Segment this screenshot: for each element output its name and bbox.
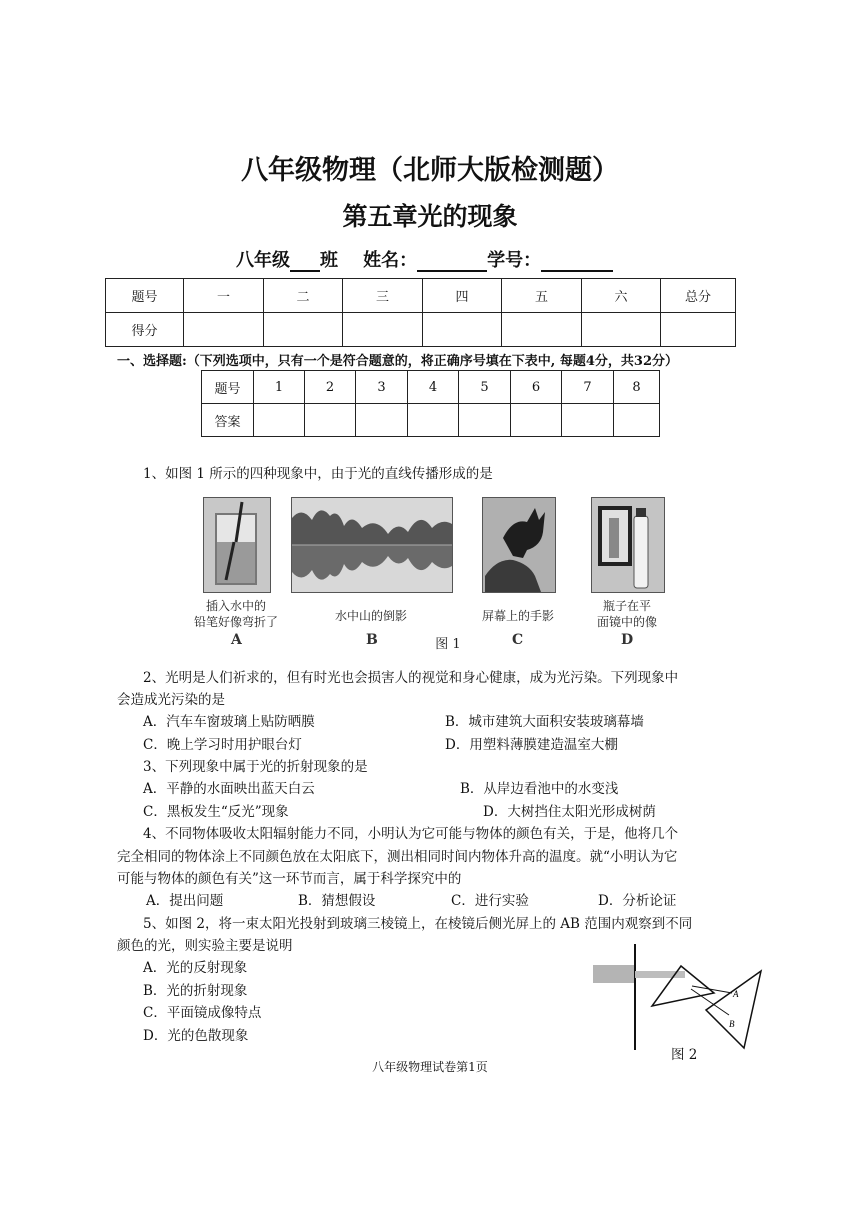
name-blank[interactable]	[417, 252, 487, 272]
answer-header-cell: 8	[614, 371, 660, 404]
light-screen	[706, 971, 761, 1048]
question-3-option-b[interactable]: B．从岸边看池中的水变浅	[460, 781, 619, 797]
figure-1a-caption-line1: 插入水中的	[205, 599, 266, 613]
question-2-option-d[interactable]: D．用塑料薄膜建造温室大棚	[445, 737, 618, 753]
score-header-cell: 三	[343, 279, 423, 313]
figure-1c-letter: C	[512, 632, 524, 648]
score-header-cell: 题号	[106, 279, 184, 313]
answer-cell[interactable]	[562, 404, 614, 437]
score-cell[interactable]	[423, 313, 502, 347]
figure-1d-caption-line2: 面镜中的像	[596, 615, 657, 629]
question-2-option-c[interactable]: C．晚上学习时用护眼台灯	[143, 737, 302, 753]
point-b-label: B	[729, 1019, 735, 1029]
exam-title: 八年级物理（北师大版检测题）	[241, 155, 619, 186]
score-header-cell: 一	[184, 279, 264, 313]
question-2-option-a[interactable]: A．汽车车窗玻璃上贴防晒膜	[143, 714, 315, 730]
question-5-line2: 颜色的光，则实验主要是说明	[117, 938, 293, 954]
light-source-block	[593, 965, 635, 983]
figure-1-label: 图 1	[435, 637, 461, 652]
score-cell[interactable]	[582, 313, 661, 347]
answer-header-cell: 1	[254, 371, 305, 404]
question-2-line1: 2、光明是人们祈求的，但有时光也会损害人的视觉和身心健康，成为光污染。下列现象中	[143, 670, 679, 686]
question-3-text: 3、下列现象中属于光的折射现象的是	[143, 759, 368, 775]
figure-1a-pencil-in-water-image	[203, 497, 271, 593]
question-4-option-b[interactable]: B．猜想假设	[298, 893, 376, 909]
question-1-text: 1、如图 1 所示的四种现象中，由于光的直线传播形成的是	[143, 466, 493, 482]
score-cell[interactable]	[661, 313, 736, 347]
chapter-title: 第五章光的现象	[342, 202, 518, 231]
figure-1d-letter: D	[621, 632, 634, 648]
score-header-cell: 六	[582, 279, 661, 313]
figure-2-label: 图 2	[671, 1047, 698, 1063]
answer-header-cell: 2	[305, 371, 356, 404]
question-2-line2: 会造成光污染的是	[117, 692, 225, 708]
answer-header-cell: 5	[459, 371, 511, 404]
class-label: 班	[320, 250, 338, 271]
question-3-option-c[interactable]: C．黑板发生“反光”现象	[143, 804, 289, 820]
grade-label: 八年级	[236, 250, 290, 271]
figure-1b-mountain-reflection-image	[291, 497, 453, 593]
question-5-option-b[interactable]: B．光的折射现象	[143, 983, 248, 999]
answer-header-cell: 题号	[202, 371, 254, 404]
figure-1d-bottle-mirror-image	[591, 497, 665, 593]
question-4-line1: 4、不同物体吸收太阳辐射能力不同，小明认为它可能与物体的颜色有关，于是，他将几个	[143, 826, 679, 842]
score-cell[interactable]	[184, 313, 264, 347]
question-5-option-c[interactable]: C．平面镜成像特点	[143, 1005, 262, 1021]
score-row-label: 得分	[106, 313, 184, 347]
score-cell[interactable]	[264, 313, 343, 347]
name-label: 姓名：	[363, 250, 418, 271]
figure-2-prism-diagram	[588, 940, 778, 1055]
class-blank[interactable]	[290, 252, 320, 272]
figure-1b-caption: 水中山的倒影	[334, 609, 407, 623]
question-5-option-a[interactable]: A．光的反射现象	[143, 960, 248, 976]
question-4-line2: 完全相同的物体涂上不同颜色放在太阳底下，测出相同时间内物体升高的温度。就“小明认为它	[117, 849, 678, 865]
score-header-cell: 二	[264, 279, 343, 313]
figure-1c-hand-shadow-image	[482, 497, 556, 593]
answer-cell[interactable]	[511, 404, 562, 437]
answer-header-cell: 7	[562, 371, 614, 404]
figure-1a-letter: A	[231, 632, 242, 648]
question-4-option-c[interactable]: C．进行实验	[451, 893, 529, 909]
score-header-cell: 总分	[661, 279, 736, 313]
score-cell[interactable]	[502, 313, 582, 347]
answer-header-cell: 6	[511, 371, 562, 404]
question-4-option-d[interactable]: D．分析论证	[598, 893, 677, 909]
answer-cell[interactable]	[408, 404, 459, 437]
question-3-option-a[interactable]: A．平静的水面映出蓝天白云	[143, 781, 315, 797]
point-a-label: A	[733, 989, 739, 999]
answer-cell[interactable]	[356, 404, 408, 437]
question-4-line3: 可能与物体的颜色有关”这一环节而言，属于科学探究中的	[117, 871, 462, 887]
question-4-option-a[interactable]: A．提出问题	[146, 893, 224, 909]
score-cell[interactable]	[343, 313, 423, 347]
answer-header-cell: 3	[356, 371, 408, 404]
answer-cell[interactable]	[254, 404, 305, 437]
question-5-line1: 5、如图 2，将一束太阳光投射到玻璃三棱镜上，在棱镜后侧光屏上的 AB 范围内观察到不同	[143, 916, 693, 932]
answer-cell[interactable]	[614, 404, 660, 437]
answer-cell[interactable]	[459, 404, 511, 437]
figure-1c-caption: 屏幕上的手影	[481, 609, 554, 623]
score-header-cell: 四	[423, 279, 502, 313]
answer-table	[201, 370, 660, 437]
score-table	[105, 278, 736, 347]
figure-1a-caption-line2: 铅笔好像弯折了	[193, 615, 278, 629]
answer-cell[interactable]	[305, 404, 356, 437]
id-label: 学号：	[487, 250, 542, 271]
page-footer: 八年级物理试卷第1页	[372, 1060, 488, 1074]
answer-row-label: 答案	[202, 404, 254, 437]
ray-b	[691, 989, 729, 1015]
score-header-cell: 五	[502, 279, 582, 313]
question-2-option-b[interactable]: B．城市建筑大面积安装玻璃幕墙	[445, 714, 644, 730]
question-5-option-d[interactable]: D．光的色散现象	[143, 1028, 249, 1044]
section-heading: 一、选择题:（下列选项中，只有一个是符合题意的，将正确序号填在下表中, 每题4分，共32分）	[117, 354, 678, 369]
answer-header-cell: 4	[408, 371, 459, 404]
figure-1d-caption-line1: 瓶子在平	[602, 599, 651, 613]
figure-1b-letter: B	[366, 632, 378, 648]
id-blank[interactable]	[541, 252, 613, 272]
student-info-line	[236, 246, 613, 272]
question-3-option-d[interactable]: D．大树挡住太阳光形成树荫	[483, 804, 656, 820]
